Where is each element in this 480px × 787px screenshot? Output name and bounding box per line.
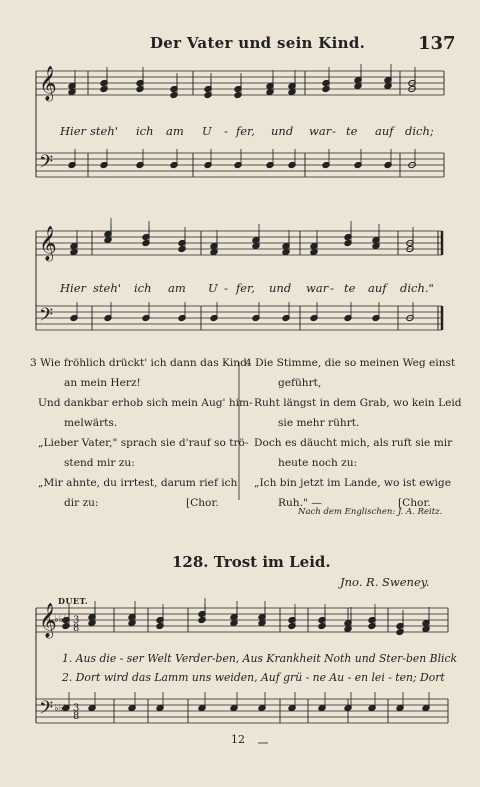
system1-syllable: dich; — [405, 124, 434, 138]
page-title: Der Vater und sein Kind. — [150, 34, 366, 52]
system2-syllable: Hier — [60, 281, 87, 295]
time-signature-bottom: 8 — [73, 711, 80, 722]
system2-syllable: steh' — [93, 281, 121, 295]
time-signature-bottom: 8 — [73, 623, 80, 634]
hymn-lyric-line-2: 2. Dort wird das Lamm uns weiden, Auf grü - ne Au - en lei - ten; Dort — [62, 671, 445, 684]
key-signature-flats: ♭♭♭ — [54, 614, 69, 625]
verse-3-line: dir zu: — [64, 497, 99, 509]
treble-clef-icon: 𝄞 — [39, 66, 57, 101]
translation-credit: Nach dem Englischen: J. A. Reitz. — [298, 507, 443, 517]
signature-mark: 12 — [231, 733, 245, 746]
time-signature-top: 3 — [73, 615, 80, 626]
system2-syllable: U — [208, 281, 218, 295]
treble-clef-icon: 𝄞 — [39, 226, 57, 261]
composer-credit: Jno. R. Sweney. — [340, 575, 430, 589]
time-signature-top: 3 — [73, 703, 80, 714]
system1-syllable: U — [202, 124, 212, 138]
system2-syllable: fer, — [236, 281, 255, 295]
verse-4-line: [Chor. — [398, 497, 431, 509]
system2-syllable: und — [269, 281, 292, 295]
verse-4-line: 4 Die Stimme, die so meinen Weg einst — [245, 357, 456, 369]
system2-syllable: - — [330, 281, 334, 295]
system1-syllable: fer, — [236, 124, 255, 138]
system2-syllable: dich." — [400, 281, 434, 295]
bass-clef-icon: 𝄢 — [39, 698, 54, 723]
verse-3-line: „Lieber Vater," sprach sie d'rauf so trö- — [38, 437, 249, 449]
bass-clef-icon: 𝄢 — [39, 305, 54, 330]
system1-syllable: war — [309, 124, 332, 138]
duet-label: DUET. — [58, 596, 89, 606]
verse-4-line: Ruh." — — [278, 497, 322, 509]
bass-clef-icon: 𝄢 — [39, 152, 54, 177]
system1-syllable: - — [332, 124, 336, 138]
verse-4-line: Doch es däucht mich, als ruft sie mir — [254, 437, 453, 449]
system1-syllable: - — [224, 124, 228, 138]
system2-syllable: auf — [368, 281, 387, 295]
verse-4-line: „Ich bin jetzt im Lande, wo ist ewige — [254, 477, 451, 489]
system2-syllable: ich — [134, 281, 152, 295]
verse-3-line: „Mir ahnte, du irrtest, darum rief ich — [38, 477, 238, 489]
system2-syllable: - — [224, 281, 228, 295]
system1-syllable: steh' — [90, 124, 118, 138]
verse-4-line: sie mehr rührt. — [278, 417, 360, 429]
verse-4-line: heute noch zu: — [278, 457, 358, 469]
system2-syllable: te — [344, 281, 356, 295]
verse-3-line: 3 Wie fröhlich drückt' ich dann das Kind — [30, 357, 247, 369]
verse-4-line: geführt, — [278, 377, 322, 389]
page-number: 137 — [418, 33, 456, 54]
system2-syllable: am — [168, 281, 186, 295]
system1-syllable: Hier — [60, 124, 87, 138]
verse-3-line: an mein Herz! — [64, 377, 141, 389]
treble-clef-icon: 𝄞 — [39, 603, 57, 638]
system1-syllable: ich — [136, 124, 154, 138]
system2-syllable: war — [306, 281, 329, 295]
hymn-lyric-line-1: 1. Aus die - ser Welt Verder-ben, Aus Krankheit Noth und Ster-ben Blick — [62, 652, 458, 665]
system1-syllable: auf — [375, 124, 394, 138]
system1-syllable: am — [166, 124, 184, 138]
verse-3-line: Und dankbar erhob sich mein Aug' him- — [38, 397, 253, 409]
verse-4-line: Ruht längst in dem Grab, wo kein Leid — [254, 397, 462, 409]
hymn-title: 128. Trost im Leid. — [172, 553, 331, 571]
system1-syllable: und — [271, 124, 294, 138]
key-signature-flats: ♭♭♭ — [54, 703, 69, 714]
verse-3-line: [Chor. — [186, 497, 219, 509]
system1-syllable: te — [346, 124, 358, 138]
verse-3-line: stend mir zu: — [64, 457, 135, 469]
verse-3-line: melwärts. — [64, 417, 118, 429]
